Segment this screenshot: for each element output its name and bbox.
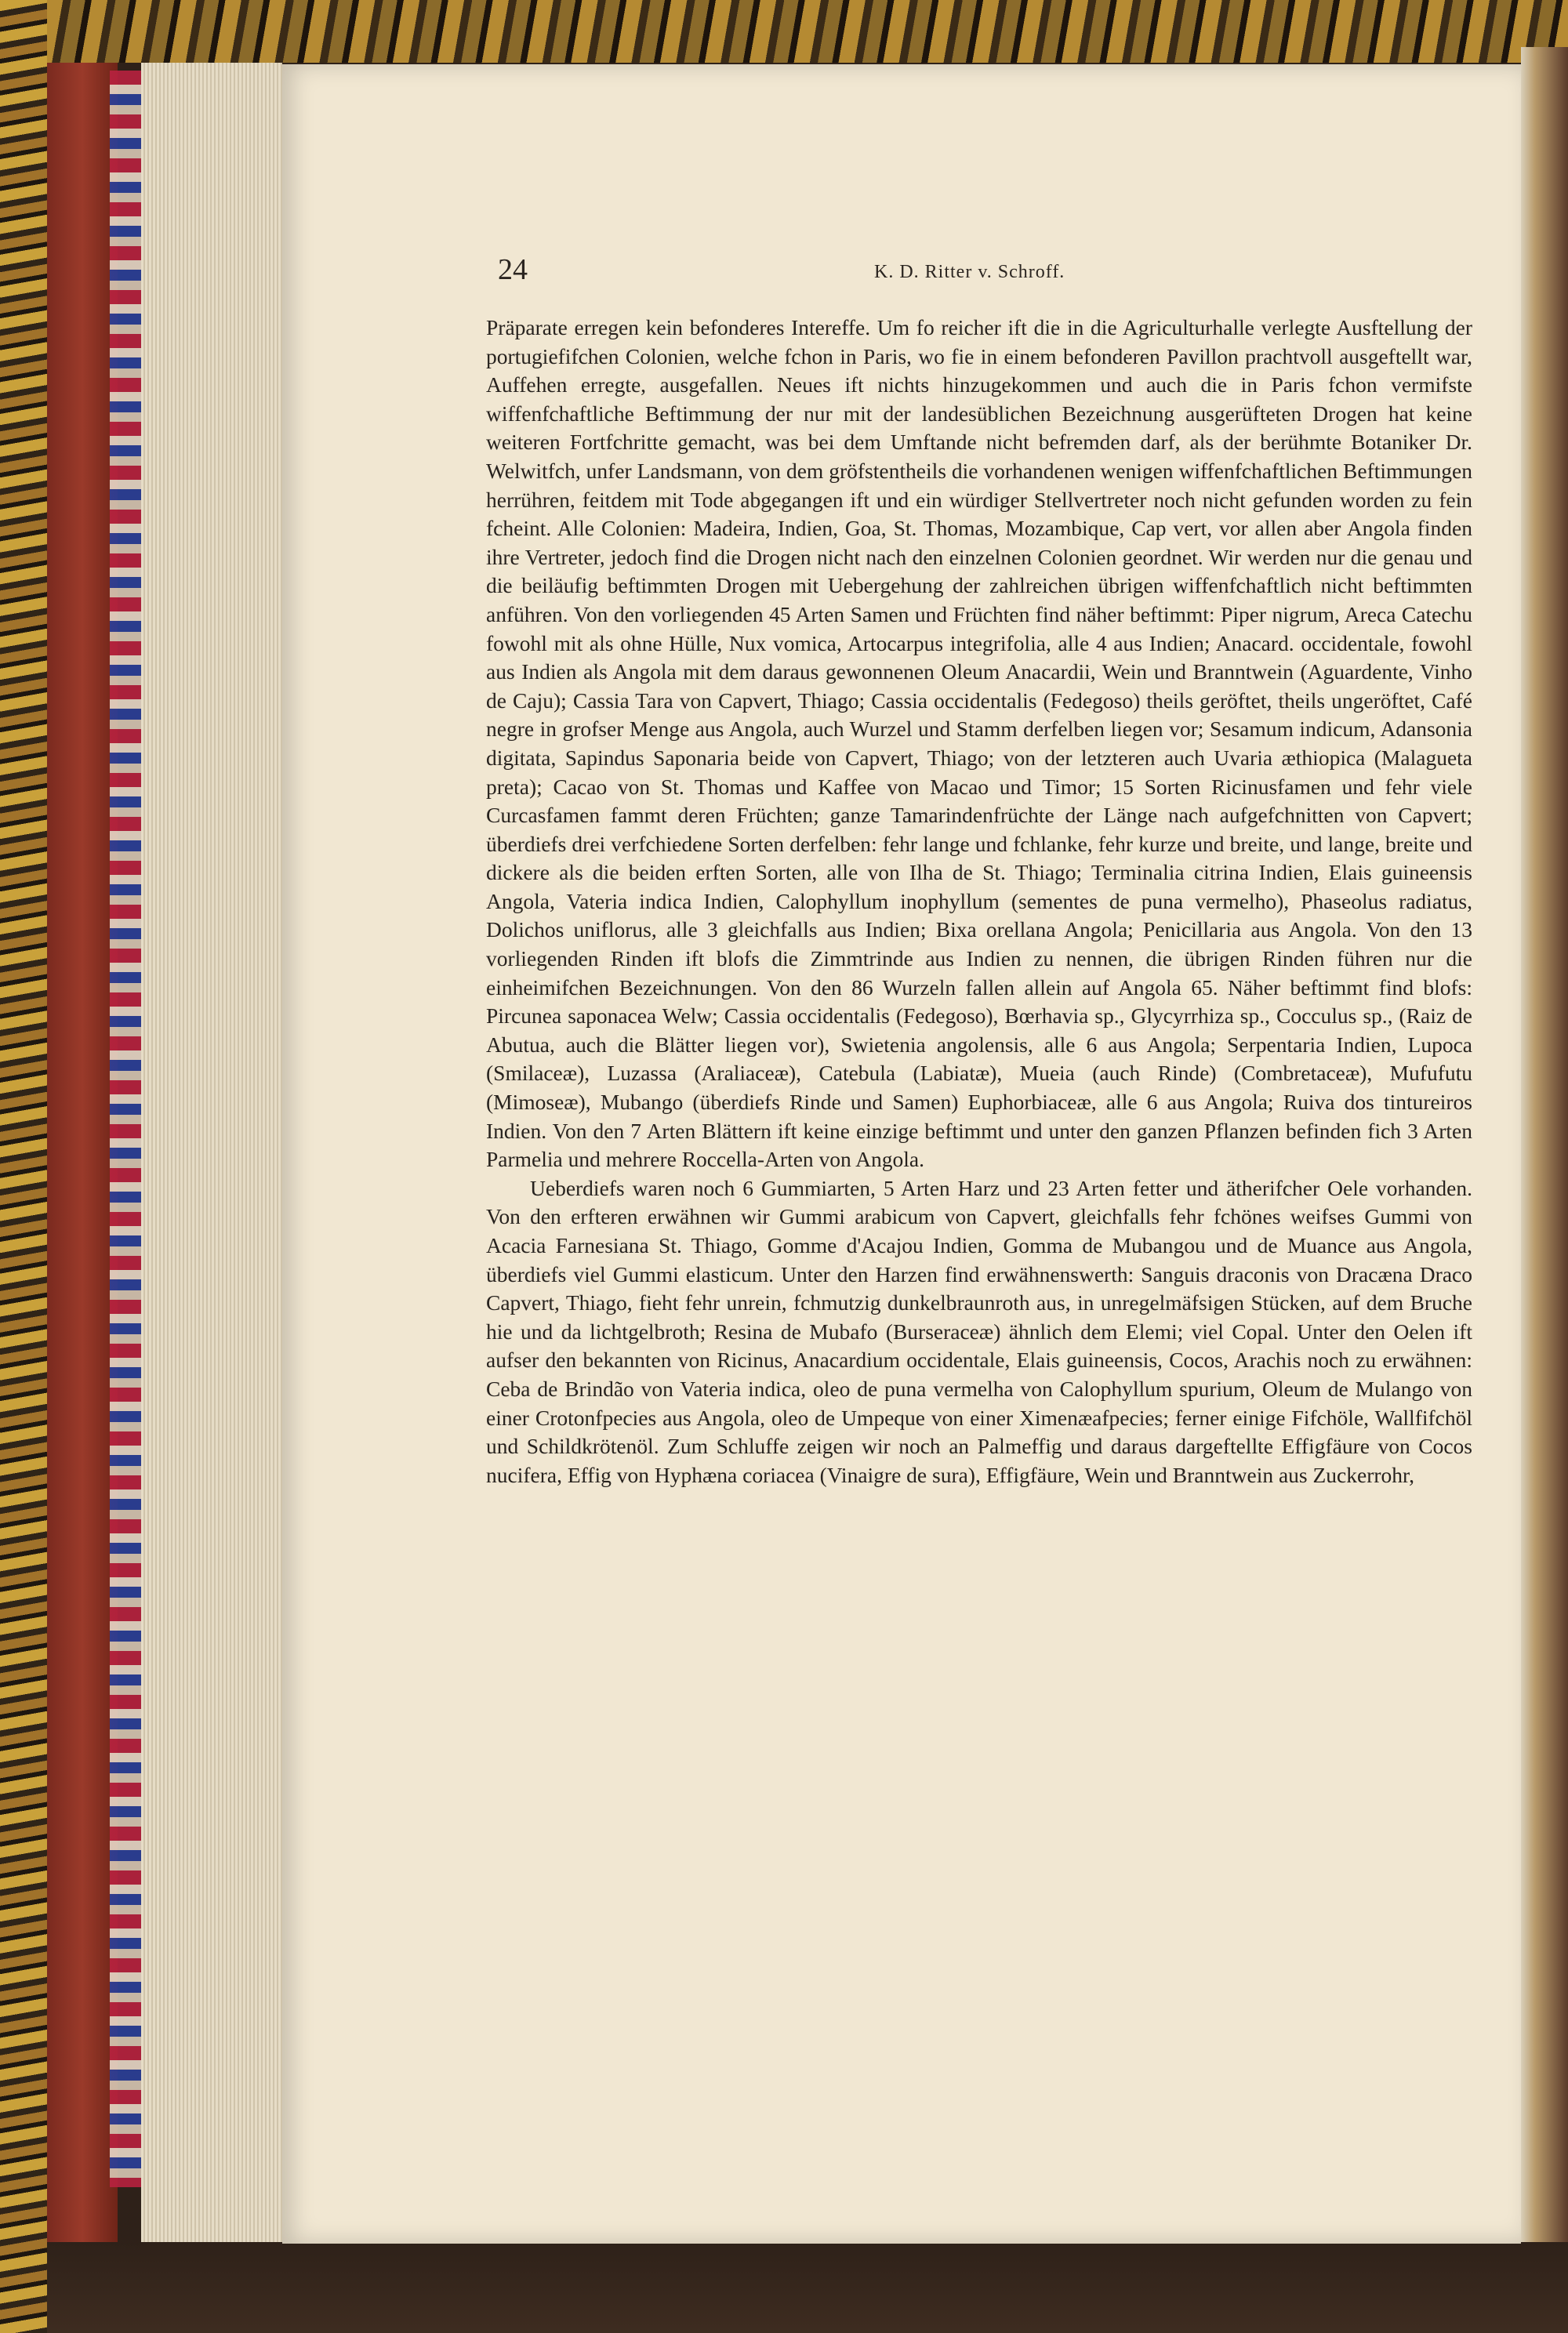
book-right-edge [1521, 47, 1568, 2333]
paragraph: Ueberdiefs waren noch 6 Gummiarten, 5 Arten Harz und 23 Arten fetter und ätherifcher Oele vorhanden. Von den erfteren erwähnen wir Gummi arabicum von Capvert, gleichfalls fehr fchönes weifses Gummi von Acacia Farnesiana St. Thiago, Gomme d'Acajou Indien, Gomma de Mubangou und de Muance aus Angola, überdiefs viel Gummi elasticum. Unter den Harzen find erwähnenswerth: Sanguis draconis von Dracæna Draco Capvert, Thiago, fieht fehr unrein, fchmutzig dunkelbraunroth aus, in unregelmäfsigen Stücken, auf dem Bruche hie und da lichtgelbroth; Resina de Mubafo (Burseraceæ) ähnlich dem Elemi; viel Copal. Unter den Oelen ift aufser den bekannten von Ricinus, Anacardium occidentale, Elais guineensis, Cocos, Arachis noch zu erwähnen: Ceba de Brindão von Vateria indica, oleo de puna vermelha von Calophyllum spurium, Oleum de Mulango von einer Crotonfpecies aus Angola, oleo de Umpeque von einer Ximenæafpecies; ferner einige Fifchöle, Wallfifchöl und Schildkrötenöl. Zum Schluffe zeigen wir noch an Palmeffig und daraus dargeftellte Effigfäure von Cocos nucifera, Effig von Hyphæna coriacea (Vinaigre de sura), Effigfäure, Wein und Branntwein aus Zuckerrohr, [486, 1175, 1472, 1487]
marbled-endpaper [0, 0, 47, 2333]
page-number: 24 [498, 253, 528, 286]
paragraph: Präparate erregen kein befonderes Intereffe. Um fo reicher ift die in die Agriculturhalle verlegte Ausftellung der portugiefifchen Colonien, welche fchon in Paris, wo fie in einem befonderen Pavillon prachtvoll ausgeftellt war, Auffehen erregte, ausgefallen. Neues ift nichts hinzugekommen und auch die in Paris fchon vermifste wiffenfchaftliche Beftimmung der nur mit der landesüblichen Bezeichnung ausgerüfteten Drogen hat keine weiteren Fortfchritte gemacht, was bei dem Umftande nicht befremden darf, als der berühmte Botaniker Dr. Welwitfch, unfer Landsmann, von dem gröfstentheils die vorhandenen wenigen wiffenfchaftlichen Beftimmungen herrühren, feitdem mit Tode abgegangen ift und ein würdiger Stellvertreter noch nicht gefunden worden zu fein fcheint. Alle Colonien: Madeira, Indien, Goa, St. Thomas, Mozambique, Cap vert, vor allen aber Angola finden ihre Vertreter, jedoch find die Drogen nicht nach den einzelnen Colonien geordnet. Wir werden nur die genau und die beiläufig beftimmten Drogen mit Uebergehung der zahlreichen übrigen wiffenfchaftlich nicht beftimmten anführen. Von den vorliegenden 45 Arten Samen und Früchten find näher beftimmt: Piper nigrum, Areca Catechu fowohl mit als ohne Hülle, Nux vomica, Artocarpus integrifolia, alle 4 aus Indien; Anacard. occidentale, fowohl aus Indien als Angola mit dem daraus gewonnenen Oleum Anacardii, Wein und Branntwein (Aguardente, Vinho de Caju); Cassia Tara von Capvert, Thiago; Cassia occidentalis (Fedegoso) theils geröftet, theils ungeröftet, Café negre in grofser Menge aus Angola, auch Wurzel und Stamm derfelben liegen vor; Sesamum indicum, Adansonia digitata, Sapindus Saponaria beide von Capvert, Thiago; von der letzteren auch Uvaria æthiopica (Malagueta preta); Cacao von St. Thomas und Kaffee von Macao und Timor; 15 Sorten Ricinusfamen und fehr viele Curcasfamen fammt deren Früchten; ganze Tamarindenfrüchte der Länge nach aufgefchnitten von Capvert; überdiefs drei verfchiedene Sorten derfelben: fehr lange und fchlanke, fehr kurze und breite, und lange, breite und dickere als die beiden erften Sorten, alle von Ilha de St. Thiago; Terminalia citrina Indien, Elais guineensis Angola, Vateria indica Indien, Calophyllum inophyllum (sementes de puna vermelho), Phaseolus radiatus, Dolichos uniflorus, alle 3 gleichfalls aus Indien; Bixa orellana Angola; Penicillaria aus Angola. Von den 13 vorliegenden Rinden ift blofs die Zimmtrinde aus Indien zu nennen, die übrigen Rinden führen nur die einheimifchen Bezeichnungen. Von den 86 Wurzeln fallen allein auf Angola 65. Näher beftimmt find blofs: Pircunea saponacea Welw; Cassia occidentalis (Fedegoso), Bœrhavia sp., Glycyrrhiza sp., Cocculus sp., (Raiz de Abutua, auch die Blätter liegen vor), Swietenia angolensis, alle 6 aus Angola; Serpentaria Indien, Lupoca (Smilaceæ), Luzassa (Araliaceæ), Catebula (Labiatæ), Mueia (auch Rinde) (Combretaceæ), Mufufutu (Mimoseæ), Mubango (überdiefs Rinde und Samen) Euphorbiaceæ, alle 6 aus Angola; Ruiva dos tintureiros Indien. Von den 7 Arten Blättern ift keine einzige beftimmt und unter den ganzen Pflanzen befinden fich 3 Arten Parmelia und mehrere Roccella-Arten von Angola. [486, 315, 1472, 1172]
marbled-page-edge [110, 71, 141, 2187]
book-cover-edge [47, 0, 118, 2333]
running-head [498, 252, 1470, 292]
page-stack-edge [141, 63, 282, 2305]
running-title: K. D. Ritter v. Schroff. [874, 262, 1065, 282]
book-bottom-edge [47, 2242, 1568, 2333]
marbled-top-edge [47, 0, 1568, 63]
body-text [486, 314, 1472, 1489]
